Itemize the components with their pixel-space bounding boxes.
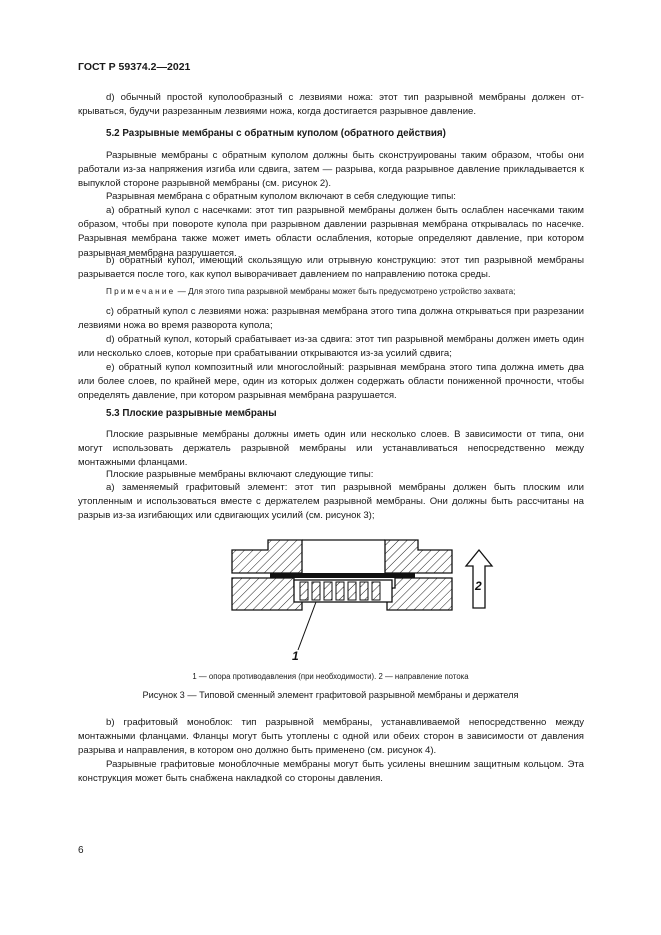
section-heading-5-3: 5.3 Плоские разрывные мембраны: [106, 408, 277, 419]
document-header: ГОСТ Р 59374.2—2021: [78, 61, 191, 73]
figure-3-diagram: [190, 528, 500, 668]
figure-caption: Рисунок 3 — Типовой сменный элемент графитовой разрывной мембраны и держателя: [142, 690, 519, 700]
paragraph-d-top: d) обычный простой куполообразный с лезвиями ножа: этот тип разрывной мембраны должен открываться, будучи разрезанным лезвиями ножа, когда достигается разрывное давление.: [78, 92, 584, 118]
note: [106, 287, 515, 296]
section-heading-5-2: 5.2 Разрывные мембраны с обратным куполом (обратного действия): [106, 128, 446, 139]
list-item-a: а) обратный купол с насечками: этот тип разрывной мембраны должен быть ослаблен насечками таким образом, чтобы при повороте купола при разрывном давлении разрывная мембрана открывалась по насечке. Разрывная мембрана также может иметь области ослабления, которые определяют давление, при котором разрывная мембрана разрушается.: [78, 205, 584, 259]
page-number: 6: [78, 845, 84, 856]
paragraph-2: Разрывная мембрана с обратным куполом включают в себя следующие типы:: [106, 191, 456, 202]
paragraph-4: Плоские разрывные мембраны включают следующие типы:: [106, 469, 374, 480]
figure-legend: 1 — опора противодавления (при необходимости). 2 — направление потока: [192, 672, 469, 681]
upper-holder-left: [232, 540, 302, 573]
figure-label-1: 1: [292, 649, 299, 663]
list-item-b2: b) графитовый моноблок: тип разрывной мембраны, устанавливаемой непосредственно между монтажными фланцами. Фланцы могут быть утоплены с одной или обеих сторон в зависимости от давления разрыва и направления, в котором оно должно быть применено (см. рисунок 4).: [78, 717, 584, 757]
lower-holder-left: [232, 578, 302, 610]
list-item-a2: а) заменяемый графитовый элемент: этот тип разрывной мембраны должен быть плоским или утопленным и использоваться вместе с держателем разрывной мембраны. Они должны быть рассчитаны на разрыв из-за изгибающих или сдвигающих усилий (см. рисунок 3);: [78, 482, 584, 522]
note-label: Примечание: [106, 287, 176, 296]
note-text: — Для этого типа разрывной мембраны может быть предусмотрено устройство захвата;: [175, 287, 516, 296]
list-item-d: d) обратный купол, который срабатывает из-за сдвига: этот тип разрывной мембраны должен иметь один или несколько слоев, которые при срабатывании открываются из-за усилий сдвига;: [78, 334, 584, 360]
paragraph-3: Плоские разрывные мембраны должны иметь один или несколько слоев. В зависимости от типа, они могут использовать держатель разрывной мембраны или устанавливаться непосредственно между монтажными фланцами.: [78, 429, 584, 469]
support-grid-bars: [300, 582, 380, 600]
graphite-disk: [270, 573, 415, 578]
lower-holder-right: [387, 578, 452, 610]
list-item-c: с) обратный купол с лезвиями ножа: разрывная мембрана этого типа должна открываться при разрезании лезвиями ножа во время разворота купола;: [78, 306, 584, 332]
list-item-e: е) обратный купол композитный или многослойный: разрывная мембрана этого типа должна иметь два или более слоев, по крайней мере, один из которых должен содержать области пониженной прочности, чтобы определять давление, при котором разрывная мембрана разрушается.: [78, 362, 584, 402]
list-item-b: b) обратный купол, имеющий скользящую или отрывную конструкцию: этот тип разрывной мембраны разрывается после того, как купол выворачивает давлением по направлению потока среды.: [78, 255, 584, 281]
paragraph-1: Разрывные мембраны с обратным куполом должны быть сконструированы таким образом, чтобы они работали из-за напряжения изгиба или сдвига, затем — разрыва, когда разрывное давление прикладывается к выпуклой стороне разрывной мембраны (см. рисунок 2).: [78, 150, 584, 190]
paragraph-5: Разрывные графитовые моноблочные мембраны могут быть усилены внешним защитным кольцом. Эта конструкция может быть снабжена накладкой со стороны давления.: [78, 759, 584, 785]
upper-holder-right: [385, 540, 452, 573]
figure-label-2: 2: [475, 579, 482, 593]
